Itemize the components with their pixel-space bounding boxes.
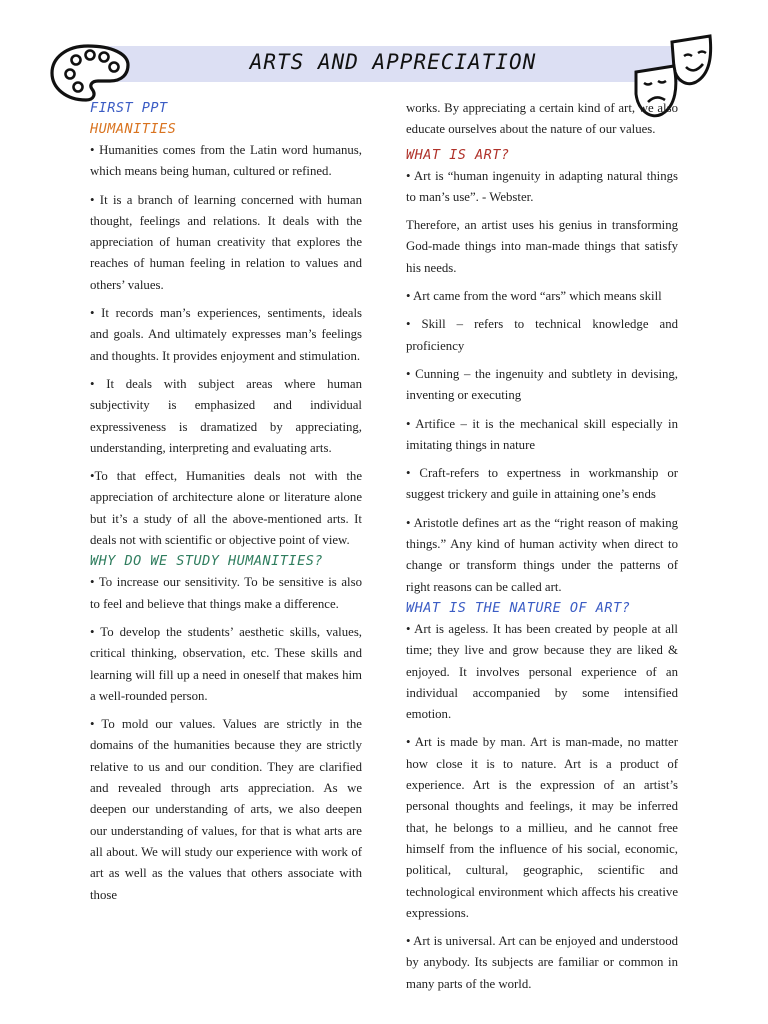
paragraph: •To that effect, Humanities deals not with the appreciation of architecture alone or literature alone but it’s a study of all the above-mentioned arts. It deals not with scientific or objective point of view. — [90, 469, 362, 548]
paragraph: • Skill – refers to technical knowledge and proficiency — [406, 317, 678, 353]
paragraph: • To develop the students’ aesthetic skills, values, critical thinking, observation, etc. These skills and learning will fill up a need in oneself that makes him a well-rounded person. — [90, 624, 362, 703]
paragraph: • It records man’s experiences, sentiments, ideals and goals. And ultimately expresses man’s feelings and thoughts. It provides enjoyment and stimulation. — [90, 306, 362, 363]
paragraph: • Artifice – it is the mechanical skill especially in imitating things in nature — [406, 416, 678, 452]
paragraph: • It is a branch of learning concerned with human thought, feelings and relations. It deals with the appreciation of human creativity that explores the reaches of human feeling in relation to values and others’ values. — [90, 192, 362, 292]
heading-nature-of-art: WHAT IS THE NATURE OF ART? — [406, 599, 631, 616]
label-first-ppt: FIRST PPT — [90, 100, 168, 116]
paragraph: • Art is “human ingenuity in adapting natural things to man’s use”. - Webster. — [406, 168, 678, 204]
paragraph: • Art is made by man. Art is man-made, no matter how close it is to nature. Art is a product of experience. Art is the expression of an artist’s personal thoughts and feelings, it may be inferred that, he belongs to a millieu, and he cannot free himself from the influence of his social, economic, political, cultural, geographic, scientific and technological environment which affects his creative expressions. — [406, 735, 678, 920]
heading-why-study-humanities: WHY DO WE STUDY HUMANITIES? — [90, 553, 323, 570]
page-title: ARTS AND APPRECIATION — [249, 50, 537, 74]
paragraph: • Aristotle defines art as the “right reason of making things.” Any kind of human activity when direct to change or transform things under the patterns of right reasons can be called art. — [406, 515, 678, 594]
heading-what-is-art: WHAT IS ART? — [406, 146, 510, 163]
paint-palette-icon — [48, 42, 132, 104]
paragraph: Therefore, an artist uses his genius in transforming God-made things into man-made things that satisfy his needs. — [406, 218, 678, 275]
title-band — [90, 46, 696, 82]
paragraph: • Art is universal. Art can be enjoyed and understood by anybody. Its subjects are familiar or common in many parts of the world. — [406, 934, 678, 991]
left-column — [90, 98, 362, 906]
paragraph: • Craft-refers to expertness in workmanship or suggest trickery and guile in attaining one’s ends — [406, 466, 678, 502]
paragraph: • Cunning – the ingenuity and subtlety in devising, inventing or executing — [406, 366, 678, 403]
right-column — [406, 98, 678, 995]
paragraph: • To increase our sensitivity. To be sensitive is also to feel and believe that things make a difference. — [90, 575, 362, 611]
heading-humanities: HUMANITIES — [90, 121, 177, 137]
paragraph: • Art came from the word “ars” which means skill — [406, 289, 662, 304]
paragraph: • Art is ageless. It has been created by people at all time; they live and grow because they are liked & enjoyed. It involves personal experience of an individual accompanied by some intensified emotion. — [406, 621, 678, 722]
paragraph: • It deals with subject areas where human subjectivity is emphasized and individual expressiveness is dramatized by appreciating, understanding, interpreting and evaluating arts. — [90, 376, 362, 455]
paragraph: • Humanities comes from the Latin word humanus, which means being human, cultured or refined. — [90, 143, 362, 179]
paragraph-continued: works. By appreciating a certain kind of art, we also educate ourselves about the nature of our values. — [406, 101, 678, 137]
paragraph: • To mold our values. Values are strictly in the domains of the humanities because they are strictly relative to us and our condition. They are clarified and revealed through arts appreciation. As we deepen our understanding of arts, we also deepen our understanding of values, for that is what arts are all about. We will study our experience with work of art as well as the values that others associate with those — [90, 717, 362, 902]
